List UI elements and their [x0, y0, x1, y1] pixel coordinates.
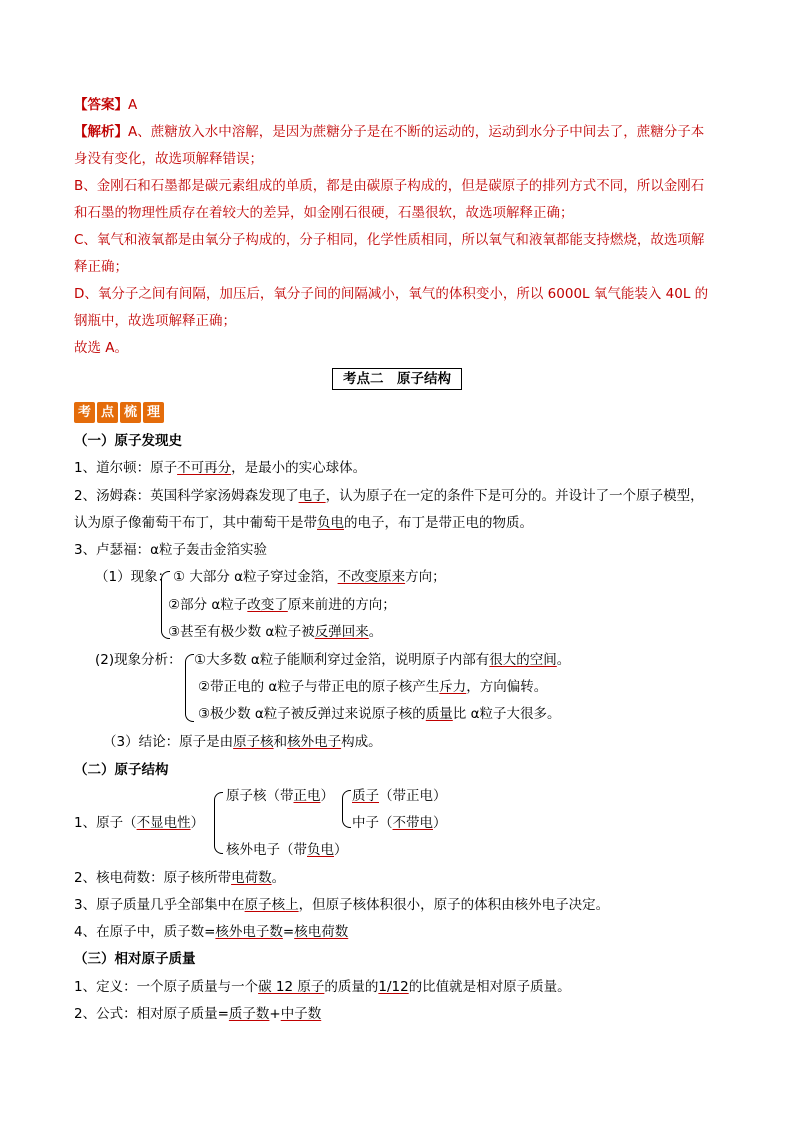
- analysis-line-4: 和石墨的物理性质存在着较大的差异，如金刚石很硬，石墨很软，故选项解释正确；: [74, 205, 574, 221]
- text: 。: [556, 652, 571, 668]
- text: ③甚至有极少数 α粒子被: [168, 624, 315, 640]
- analysis-line-1: [74, 122, 704, 142]
- electron-label: [226, 840, 348, 860]
- phenomena-3: [168, 622, 382, 642]
- blank-answer: 质子: [352, 788, 379, 804]
- thomson-line-1: [74, 486, 704, 506]
- proton-label: [352, 786, 447, 806]
- phenomena-label: （1）现象：: [95, 569, 172, 585]
- text: ）: [320, 788, 334, 804]
- part2-heading: （二）原子结构: [74, 762, 169, 778]
- analysis-line-3: B、金刚石和石墨都是碳元素组成的单质，都是由碳原子构成的，但是碳原子的排列方式不同，所以金刚石: [74, 178, 705, 194]
- badge-tile-2: 点: [97, 402, 118, 423]
- blank-answer: 碳 12 原子: [258, 979, 325, 995]
- analysis-line-7: D、氧分子之间有间隔，加压后，氧分子间的间隔减小，氧气的体积变小，所以 6000L 氧气能装入 40L 的: [74, 286, 709, 302]
- analysis-point-3: [198, 704, 561, 724]
- text: 比 α粒子大很多。: [452, 706, 561, 722]
- blank-answer: 中子数: [280, 1006, 322, 1022]
- atom-label: [74, 813, 204, 833]
- text: 1、道尔顿：原子: [74, 460, 178, 476]
- blank-answer: 改变了: [247, 597, 288, 613]
- text: （带正电）: [379, 788, 447, 804]
- blank-answer: 不可再分: [177, 460, 232, 476]
- item-equality: [74, 922, 348, 942]
- analysis-line-2: 身没有变化，故选项解释错误；: [74, 151, 263, 167]
- analysis-label: 【解析】: [74, 124, 128, 140]
- analysis-line-8: 钢瓶中，故选项解释正确；: [74, 313, 236, 329]
- part1-heading: （一）原子发现史: [74, 433, 182, 449]
- text: 的电子，布丁是带正电的物质。: [344, 515, 533, 531]
- blank-answer: 质子数: [228, 1006, 270, 1022]
- text: 1、定义：一个原子质量与一个: [74, 979, 259, 995]
- phenomena-1: [173, 567, 446, 587]
- text: 原来前进的方向；: [287, 597, 396, 613]
- text: 1、原子（: [74, 815, 137, 831]
- text: （3）结论：原子是由: [103, 734, 234, 750]
- blank-answer: 负电: [317, 515, 344, 531]
- text: ，是最小的实心球体。: [231, 460, 367, 476]
- text: ②部分 α粒子: [168, 597, 248, 613]
- answer-value: A: [128, 97, 138, 113]
- badge-tile-1: 考: [74, 402, 95, 423]
- item-nuclear-charge: [74, 868, 285, 888]
- dalton-line: [74, 458, 366, 478]
- analysis-line-9: 故选 A。: [74, 340, 129, 356]
- analysis-line-6: 释正确；: [74, 259, 128, 275]
- blank-answer: 不显电性: [136, 815, 191, 831]
- blank-answer: 电荷数: [231, 870, 272, 886]
- blank-answer: 质量: [425, 706, 453, 722]
- blank-answer: 原子核: [233, 734, 274, 750]
- blank-answer: 核外电子: [287, 734, 342, 750]
- blank-answer: 1/12: [378, 979, 409, 995]
- text: ）: [433, 815, 447, 831]
- text: ① 大部分 α粒子穿过金箔，: [173, 569, 338, 585]
- text: 的质量的: [324, 979, 379, 995]
- nucleus-brace: [342, 790, 351, 828]
- blank-answer: 核电荷数: [294, 924, 349, 940]
- text: 4、在原子中，质子数=: [74, 924, 216, 940]
- analysis-line-5: C、氧气和液氧都是由氧分子构成的，分子相同，化学性质相同，所以氧气和液氧都能支持燃烧，故选项解: [74, 232, 705, 248]
- text: ①大多数 α粒子能顺利穿过金箔，说明原子内部有: [194, 652, 490, 668]
- text: 核外电子（带: [226, 842, 307, 858]
- analysis-text-1: A、蔗糖放入水中溶解，是因为蔗糖分子是在不断的运动的，运动到水分子中间去了，蔗糖分子本: [128, 124, 705, 140]
- item-atomic-mass: [74, 895, 609, 915]
- text: 。: [271, 870, 286, 886]
- answer-line: [74, 95, 137, 115]
- text: =: [282, 924, 295, 940]
- badge-tile-4: 理: [143, 402, 164, 423]
- text: 2、核电荷数：原子核所带: [74, 870, 232, 886]
- nucleus-label: [226, 786, 334, 806]
- answer-label: 【答案】: [74, 97, 128, 113]
- blank-answer: 电子: [298, 488, 326, 504]
- thomson-line-2: [74, 513, 533, 533]
- blank-answer: 斥力: [439, 679, 467, 695]
- text: ，但原子核体积很小，原子的体积由核外电子决定。: [298, 897, 610, 913]
- blank-answer: 负电: [307, 842, 334, 858]
- section-title: 考点二 原子结构: [332, 368, 462, 390]
- atom-brace: [214, 792, 223, 854]
- text: 2、公式：相对原子质量=: [74, 1006, 229, 1022]
- text: 。: [368, 624, 383, 640]
- text: +: [269, 1006, 281, 1022]
- blank-answer: 不改变原来: [337, 569, 406, 585]
- blank-answer: 很大的空间: [489, 652, 557, 668]
- blank-answer: 核外电子数: [215, 924, 283, 940]
- analysis-brace: [185, 654, 194, 722]
- phenomena-2: [168, 595, 396, 615]
- rutherford-line: 3、卢瑟福：α粒子轰击金箔实验: [74, 542, 267, 558]
- blank-answer: 原子核上: [244, 897, 299, 913]
- neutron-label: [352, 813, 447, 833]
- text: ，方向偏转。: [466, 679, 548, 695]
- text: ）: [334, 842, 348, 858]
- text: 认为原子像葡萄干布丁，其中葡萄干是带: [74, 515, 317, 531]
- text: 3、原子质量几乎全部集中在: [74, 897, 245, 913]
- text: ）: [190, 815, 205, 831]
- text: 和: [273, 734, 288, 750]
- analysis-point-1: [194, 650, 570, 670]
- text: 方向；: [405, 569, 446, 585]
- definition-line: [74, 977, 571, 997]
- part3-heading: （三）相对原子质量: [74, 951, 196, 967]
- formula-line: [74, 1004, 321, 1024]
- analysis-label: (2)现象分析：: [95, 652, 182, 668]
- text: 构成。: [341, 734, 382, 750]
- text: 中子（: [352, 815, 393, 831]
- blank-answer: 不带电: [392, 815, 433, 831]
- text: ③极少数 α粒子被反弹过来说原子核的: [198, 706, 426, 722]
- blank-answer: 正电: [293, 788, 321, 804]
- text: 原子核（带: [226, 788, 294, 804]
- text: ，认为原子在一定的条件下是可分的。并设计了一个原子模型，: [325, 488, 704, 504]
- badge-tile-3: 梳: [120, 402, 141, 423]
- text: 的比值就是相对原子质量。: [408, 979, 571, 995]
- analysis-point-2: [198, 677, 547, 697]
- blank-answer: 反弹回来: [314, 624, 369, 640]
- conclusion-line: [103, 732, 382, 752]
- text: ②带正电的 α粒子与带正电的原子核产生: [198, 679, 440, 695]
- text: 2、汤姆森：英国科学家汤姆森发现了: [74, 488, 299, 504]
